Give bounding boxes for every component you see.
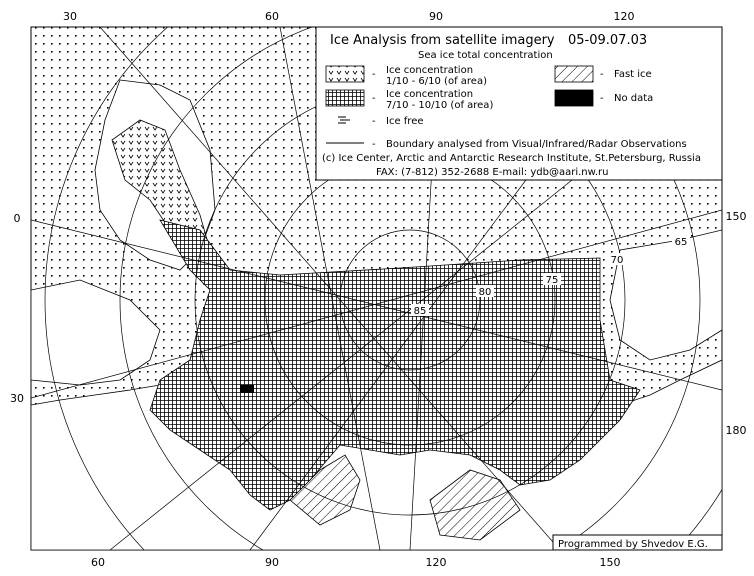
legend-fast-ice-swatch [555,66,593,82]
no-data-patch [240,385,254,393]
legend-fast-ice-label: Fast ice [614,69,652,80]
lon-left-label: 0 [13,212,21,225]
land-alaska [610,230,722,360]
lon-bottom-label: 150 [599,556,621,569]
legend-dash: - [372,93,376,104]
lat-label: 70 [610,255,624,266]
lon-bottom-label: 120 [425,556,447,569]
lon-bottom-label: 90 [265,556,279,569]
lon-top-label: 30 [63,10,77,23]
lat-label: 65 [674,237,688,248]
legend-contact: FAX: (7-812) 352-2688 E-mail: ydb@aari.nw.ru [376,167,609,178]
lon-top-label: 60 [265,10,279,23]
lon-right-label: 180 [725,424,747,437]
legend-no-data-label: No data [614,93,654,104]
footer-credit: Programmed by Shvedov E.G. [558,539,708,550]
legend [316,27,722,180]
legend-low-label: Ice concentration [386,65,474,76]
legend-subtitle: Sea ice total concentration [418,50,553,61]
legend-boundary-label: Boundary analysed from Visual/Infrared/Radar Observations [386,139,687,150]
lon-right-label: 150 [725,210,747,223]
legend-high-label: Ice concentration [386,89,474,100]
legend-ice-free-label: Ice free [386,116,424,127]
lon-left-label: 30 [10,392,24,405]
legend-credit: (c) Ice Center, Arctic and Antarctic Research Institute, St.Petersburg, Russia [322,153,701,164]
legend-low-label-2: 1/10 - 6/10 (of area) [386,76,487,87]
legend-dash: - [600,69,604,80]
lat-label: 75 [545,275,559,286]
legend-dash: - [600,93,604,104]
legend-title: Ice Analysis from satellite imagery [330,33,555,48]
lat-label: 80 [478,287,492,298]
legend-dash: - [372,69,376,80]
lon-top-label: 90 [429,10,443,23]
lat-label: 85 [413,306,427,317]
lon-bottom-label: 60 [91,556,105,569]
legend-high-swatch [326,90,364,106]
legend-dash: - [372,116,376,127]
legend-high-label-2: 7/10 - 10/10 (of area) [386,100,494,111]
legend-no-data-swatch [555,90,593,106]
legend-low-swatch [326,66,364,82]
legend-date: 05-09.07.03 [568,33,648,48]
legend-dash: - [372,139,376,150]
lon-top-label: 120 [613,10,635,23]
